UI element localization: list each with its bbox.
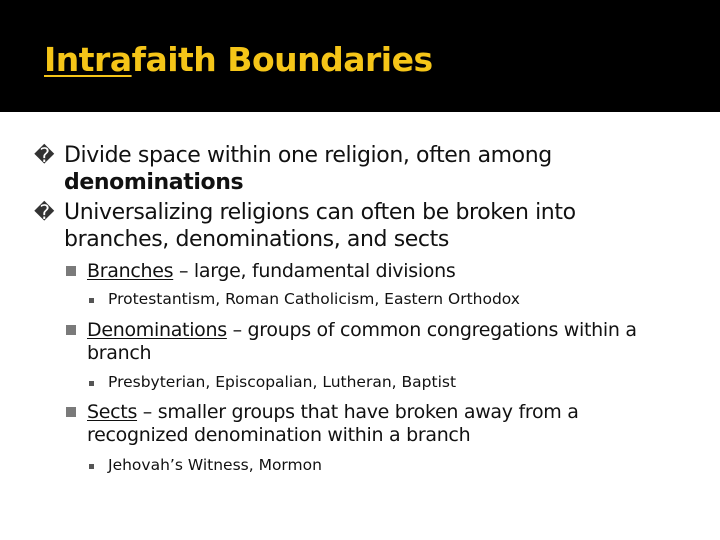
example-text: Protestantism, Roman Catholicism, Eastern Orthodox — [108, 290, 520, 308]
bullet-divide-space — [34, 142, 674, 196]
bullet-marker: � — [34, 200, 55, 224]
subitem-term: Denominations — [87, 319, 227, 341]
example-text: Presbyterian, Episcopalian, Lutheran, Baptist — [108, 373, 457, 391]
title-rest: faith Boundaries — [131, 40, 433, 79]
subitem-desc: – smaller groups that have broken away from a recognized denomination within a branch — [87, 401, 579, 446]
bullet-text: Universalizing religions can often be broken into — [64, 200, 576, 225]
subitem-term: Sects — [87, 401, 138, 423]
subitem-desc: – groups of common congregations within a branch — [87, 319, 637, 364]
square-bullet-icon — [66, 407, 76, 417]
subitem-branches — [66, 260, 666, 283]
square-bullet-icon — [66, 325, 76, 335]
example-sects — [89, 456, 689, 475]
bullet-continuation: branches, denominations, and sects — [64, 227, 449, 252]
small-square-bullet-icon — [89, 381, 94, 386]
title-underlined-part: Intra — [44, 40, 132, 79]
subitem-sects — [66, 401, 666, 447]
subitem-desc: – large, fundamental divisions — [173, 260, 456, 282]
subitem-denominations — [66, 319, 666, 365]
subitem-term: Branches — [87, 260, 174, 282]
small-square-bullet-icon — [89, 298, 94, 303]
bullet-continuation: denominations — [64, 170, 244, 195]
example-branches — [89, 290, 689, 309]
small-square-bullet-icon — [89, 464, 94, 469]
square-bullet-icon — [66, 266, 76, 276]
bullet-text: Divide space within one religion, often among — [64, 143, 552, 168]
bullet-marker: � — [34, 143, 55, 167]
example-denominations — [89, 373, 689, 392]
bullet-universalizing — [34, 199, 674, 253]
example-text: Jehovah’s Witness, Mormon — [108, 456, 322, 474]
